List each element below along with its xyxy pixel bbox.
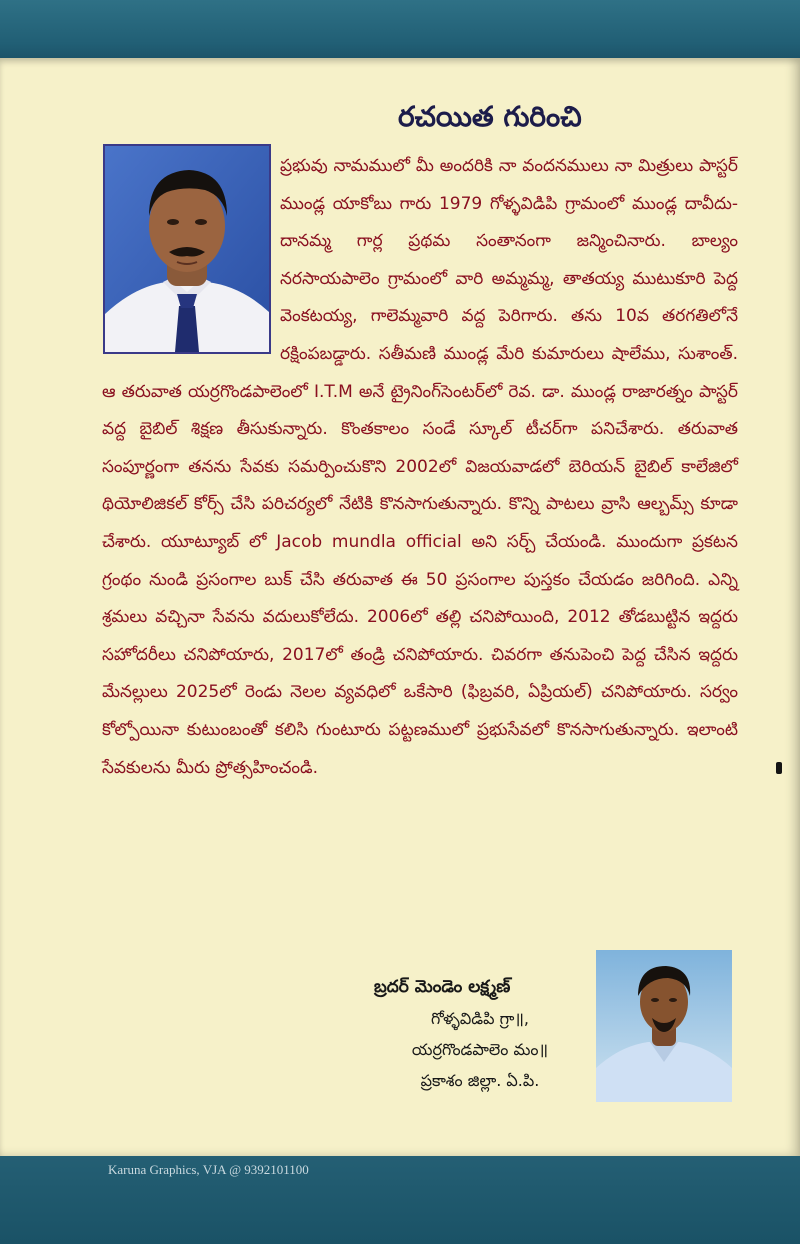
photo-wrap-spacer <box>102 148 280 362</box>
signature-village: గోళ్ళవిడిపి గ్రా॥, <box>430 1009 529 1028</box>
signature-mandal: యర్రగొండపాలెం మం॥ <box>411 1040 549 1059</box>
signatory-portrait-image <box>596 950 732 1102</box>
signatory-photo <box>596 950 732 1102</box>
cover-edge-mark <box>776 762 782 774</box>
signature-name: బ్రదర్ మెండెం లక్ష్మణ్ <box>374 977 511 997</box>
top-cover-band <box>0 0 800 62</box>
printer-credit: Karuna Graphics, VJA @ 9392101100 <box>108 1162 309 1177</box>
signature-block <box>370 972 590 1096</box>
author-biography <box>102 148 738 787</box>
biography-text: ప్రభువు నామములో మీ అందరికి నా వందనములు నా మిత్రులు పాస్టర్ ముండ్ల యాకోబు గారు 1979 గోళ్ళవిడిపి గ్రామంలో ముండ్ల దావీదు-దానమ్మ గార్ల ప్రథమ సంతానంగా జన్మించినారు. బాల్యం నరసాయపాలెం గ్రామంలో వారి అమ్మమ్మ, తాతయ్య ముటుకూరి పెద్ద వెంకటయ్య, గాలెమ్మవారి వద్ద పెరిగారు. తను 10వ తరగతిలోనే రక్షింపబడ్డారు. సతీమణి ముండ్ల మేరి కుమారులు షాలేము, సుశాంత్. ఆ తరువాత యర్రగొండపాలెంలో I.T.M అనే ట్రైనింగ్‌సెంటర్‌లో రెవ. డా. ముండ్ల రాజారత్నం పాస్టర్ వద్ద బైబిల్ శిక్షణ తీసుకున్నారు. కొంతకాలం సండే స్కూల్ టీచర్‌గా పనిచేశారు. తరువాత సంపూర్ణంగా తనను సేవకు సమర్పించుకొని 2002లో విజయవాడలో బెరియన్ బైబిల్ కాలేజిలో థియోలిజికల్ కోర్స్ చేసి పరిచర్యలో నేటికి కొనసాగుతున్నారు. కొన్ని పాటలు వ్రాసి ఆల్బమ్స్ కూడా చేశారు. యూట్యూబ్ లో Jacob mundla official అని సర్చ్ చేయండి. ముందుగా ప్రకటన గ్రంథం నుండి ప్రసంగాల బుక్ చేసి తరువాత ఈ 50 ప్రసంగాల పుస్తకం చేయడం జరిగింది. ఎన్ని శ్రమలు వచ్చినా సేవను వదులుకోలేదు. 2006లో తల్లి చనిపోయింది, 2012 తోడబుట్టిన ఇద్దరు సహోదరీలు చనిపోయారు, 2017లో తండ్రి చనిపోయారు. చివరగా తనుపెంచి పెద్ద చేసిన ఇద్దరు మేనల్లులు 2025లో రెండు నెలల వ్యవధిలో ఒకేసారి (ఫిబ్రవరి, ఏప్రియల్) చనిపోయారు. సర్వం కోల్పోయినా కుటుంబంతో కలిసి గుంటూరు పట్టణములో ప్రభుసేవలో కొనసాగుతున్నారు. ఇలాంటి సేవకులను మీరు ప్రోత్సహించండి. <box>102 156 738 778</box>
page-title: రచయిత గురించి <box>398 100 582 133</box>
signature-district: ప్రకాశం జిల్లా. ఏ.పి. <box>420 1071 540 1090</box>
